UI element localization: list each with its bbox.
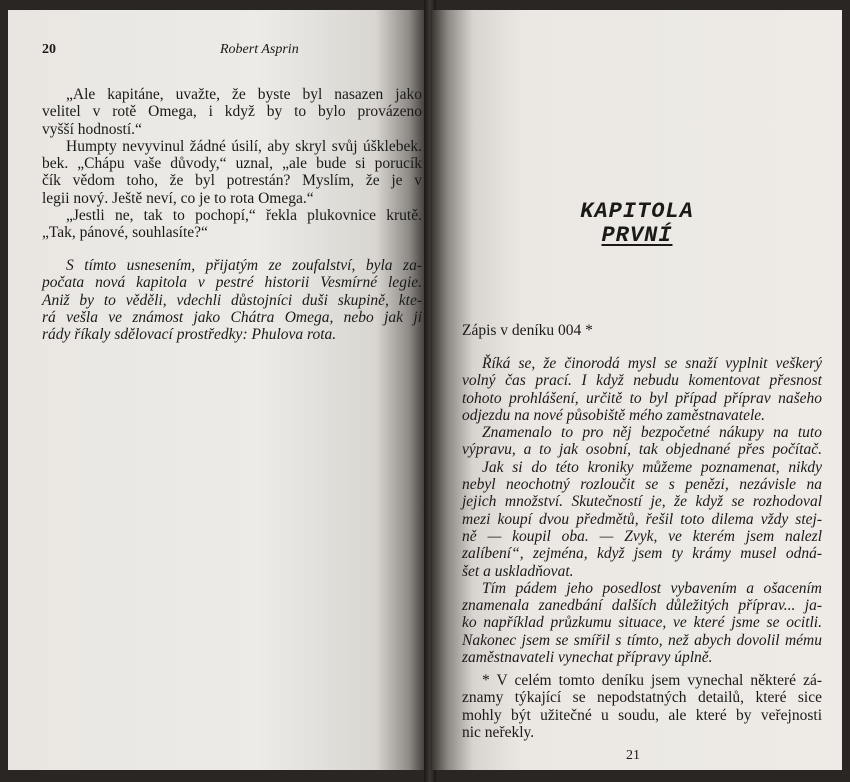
left-page-number: 20: [42, 42, 56, 57]
chapter-title-number: PRVNÍ: [601, 223, 673, 248]
diary-line: ně — koupil oba. — Zvyk, ve kterém jsem nalezl: [462, 527, 822, 545]
footnote: [462, 672, 822, 741]
footnote-line: znamy týkající se nepodstatných detailů, které sice: [462, 689, 822, 707]
diary-line: jejich množství. Skutečností je, že když se rozhodoval: [462, 493, 822, 511]
left-body-text: [42, 86, 422, 242]
diary-text: [462, 355, 822, 666]
diary-line: Říká se, že činorodá mysl se snaží vyplnit veškerý: [482, 355, 822, 372]
diary-line: Tím pádem jeho posedlost vybavením a ošacením: [482, 579, 822, 597]
body-line: legii nový. Ještě neví, co je to rota Omega.“: [42, 189, 314, 207]
footnote-line: mohly být užitečné u soudu, ale které by veřejnosti: [462, 706, 822, 724]
right-page: [432, 10, 842, 770]
footnote-line: * V celém tomto deníku jsem vynechal některé zá-: [482, 672, 822, 689]
italic-line: Aniž by to věděli, vdechli důstojníci duši skupině, kte-: [42, 291, 422, 309]
body-line: „Jestli ne, tak to pochopí,“ řekla plukovnice krutě.: [66, 207, 422, 225]
body-line: velitel v rotě Omega, i když by to bylo provázeno: [42, 103, 422, 121]
chapter-title: [432, 200, 842, 248]
diary-line: výpravu, a to jak osobní, tak objednané přes počítač.: [462, 441, 822, 459]
italic-line: S tímto usnesením, přijatým ze zoufalství, byla za-: [66, 257, 422, 274]
diary-line: tohoto prohlášení, určitě to byl případ příprav našeho: [462, 389, 822, 407]
running-head-author: Robert Asprin: [220, 42, 299, 57]
left-italic-paragraph: [42, 257, 422, 343]
left-page: [8, 10, 426, 770]
diary-entry-heading: Zápis v deníku 004 *: [462, 322, 593, 339]
diary-line: Jak si do této kroniky můžeme poznamenat, nikdy: [482, 458, 822, 476]
diary-line: Znamenalo to pro něj bezpočetné nákupy na tuto: [482, 424, 822, 442]
body-line: Humpty nevyvinul žádné úsilí, aby skryl svůj úšklebek.: [66, 137, 422, 155]
diary-line: znamenala zanedbání dalších důležitých příprav... ja-: [462, 597, 822, 615]
diary-line: zaměstnavateli vynechat přípravy úplně.: [462, 649, 713, 667]
diary-line: ko například průzkumu situace, ve které jsme se ocitli.: [462, 614, 822, 632]
body-line: vyšší hodností.“: [42, 120, 142, 138]
diary-line: nebyl neochotný rozloučit se s penězi, nezávisle na: [462, 476, 822, 494]
chapter-title-word: KAPITOLA: [580, 199, 694, 224]
left-running-head: [42, 42, 406, 60]
footnote-line: nic neřekly.: [462, 723, 535, 741]
body-line: „Ale kapitáne, uvažte, že byste byl nasazen jako: [66, 86, 422, 103]
diary-line: odjezdu na nové působiště mého zaměstnavatele.: [462, 406, 766, 424]
body-line: bek. „Chápu vaše důvody,“ uznal, „ale bude si porucík: [42, 155, 422, 173]
body-line: čík vědom toho, že byl potrestán? Myslím, že je v: [42, 172, 422, 190]
italic-line: rá vešla ve známost jako Chátra Omega, nebo jak ji: [42, 308, 422, 326]
diary-line: šet a uskladňovat.: [462, 562, 574, 580]
italic-line: počata nová kapitola v pestré historii Vesmírné legie.: [42, 274, 422, 292]
italic-line: rády říkaly sdělovací prostředky: Phulova rota.: [42, 326, 337, 344]
right-page-number: 21: [626, 748, 640, 763]
diary-line: volný čas prací. I když nebudu komentovat přesnost: [462, 372, 822, 390]
body-line: „Tak, pánové, souhlasíte?“: [42, 224, 208, 242]
diary-line: zalíbení“, zejména, když jsem ty krámy musel odná-: [462, 545, 822, 563]
diary-line: Nakonec jsem se smířil s tímto, než abych dovolil mému: [462, 631, 822, 649]
diary-line: mezi koupí dvou předmětů, řešil toto dilema vždy stej-: [462, 510, 822, 528]
